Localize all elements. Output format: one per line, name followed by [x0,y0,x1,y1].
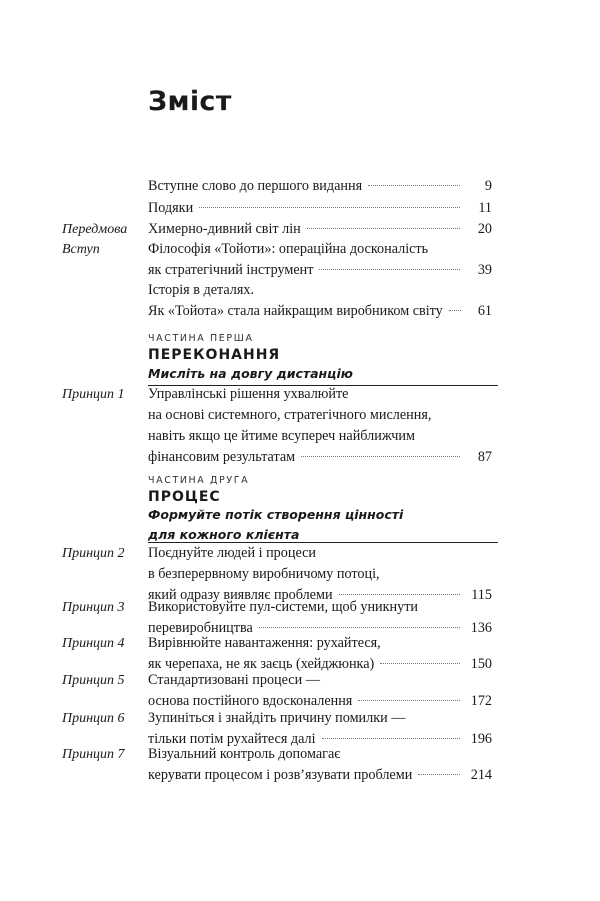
leader-dots [319,269,460,270]
entry-text [148,219,466,240]
part-title: ПЕРЕКОНАННЯ [148,347,281,363]
part-subtitle-line: Формуйте потік створення цінності [148,507,404,522]
page-number: 196 [470,731,492,747]
entry-line: тільки потім рухайтеся далі [148,731,316,747]
entry-line: Вирівнюйте навантаження: рухайтеся, [148,635,381,651]
entry-text [148,384,466,468]
page-number: 61 [477,303,492,319]
entry-label: Вступ [62,242,100,257]
part-title: ПРОЦЕС [148,489,221,505]
entry-line: Візуальний контроль допомагає [148,746,341,762]
leader-dots [322,738,460,739]
entry-line: Стандартизовані процеси — [148,672,320,688]
entry-text [148,239,466,281]
part-subtitle-line: Мисліть на довгу дистанцію [148,366,353,381]
page-title: Зміст [148,86,232,117]
entry-label: Принцип 4 [62,636,125,651]
entry-text [148,176,466,197]
page-number: 172 [470,693,492,709]
page-number: 11 [478,200,492,216]
leader-dots [380,663,460,664]
part-eyebrow: ЧАСТИНА ДРУГА [148,475,250,486]
entry-text [148,670,466,712]
page-number: 39 [477,262,492,278]
entry-line: фінансовим результатам [148,449,296,465]
entry-line: основа постійного вдосконалення [148,693,353,709]
entry-label: Принцип 2 [62,546,125,561]
entry-line: Управлінські рішення ухвалюйте [148,386,349,402]
entry-label: Принцип 6 [62,711,125,726]
entry-line: на основі системного, стратегічного мислення, [148,407,432,423]
entry-line: Подяки [148,200,194,216]
page-number: 214 [470,767,492,783]
entry-line: як черепаха, не як заєць (хейджюнка) [148,656,375,672]
entry-line: Філософія «Тойоти»: операційна досконалість [148,241,429,257]
leader-dots [449,310,461,311]
page-number: 87 [477,449,492,465]
leader-dots [358,700,460,701]
entry-line: Химерно-дивний світ лін [148,221,301,237]
entry-label: Принцип 5 [62,673,125,688]
entry-text [148,280,466,322]
part-subtitle [148,505,403,545]
page-number: 9 [484,178,492,194]
leader-dots [368,185,460,186]
leader-dots [339,594,460,595]
entry-line: Використовуйте пул-системи, щоб уникнути [148,599,419,615]
entry-label: Принцип 1 [62,387,125,402]
entry-line: в безперервному виробничому потоці, [148,566,380,582]
entry-line: як стратегічний інструмент [148,262,314,278]
entry-line: Поєднуйте людей і процеси [148,545,316,561]
entry-line: Зупиніться і знайдіть причину помилки — [148,710,406,726]
entry-line: керувати процесом і розв’язувати проблеми [148,767,413,783]
entry-label: Принцип 7 [62,747,125,762]
part-subtitle [148,364,353,384]
entry-line: навіть якщо це йтиме всупереч найближчим [148,428,415,444]
part-eyebrow: ЧАСТИНА ПЕРША [148,333,254,344]
leader-dots [301,456,460,457]
page-number: 136 [470,620,492,636]
entry-line: який одразу виявляє проблеми [148,587,333,603]
entry-label: Принцип 3 [62,600,125,615]
entry-line: Вступне слово до першого видання [148,178,363,194]
leader-dots [199,207,460,208]
entry-text [148,744,466,786]
entry-text [148,198,466,219]
entry-line: перевиробництва [148,620,253,636]
entry-text [148,633,466,675]
entry-line: Як «Тойота» стала найкращим виробником світу [148,303,443,319]
entry-label: Передмова [62,222,128,237]
leader-dots [418,774,460,775]
leader-dots [259,627,460,628]
page-number: 115 [471,587,492,603]
page-number: 20 [477,221,492,237]
part-subtitle-line: для кожного клієнта [148,527,300,542]
page-number: 150 [470,656,492,672]
entry-line: Історія в деталях. [148,282,255,298]
leader-dots [307,228,460,229]
